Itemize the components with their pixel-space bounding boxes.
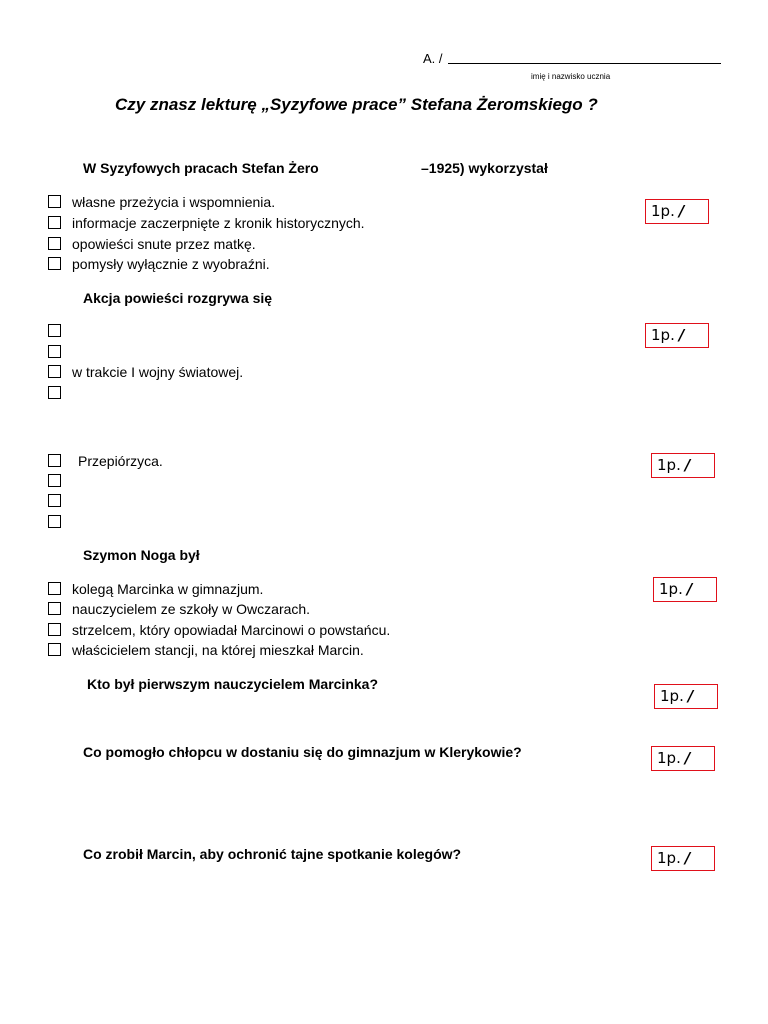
q2-checkbox-1[interactable]	[48, 324, 61, 337]
q7-score-label: 1p.	[657, 849, 681, 867]
q4-option-3: strzelcem, który opowiadał Marcinowi o powstańcu.	[72, 622, 391, 638]
q1-option-4: pomysły wyłącznie z wyobraźni.	[72, 256, 270, 272]
name-caption: imię i nazwisko ucznia	[531, 72, 611, 81]
q7-score-box[interactable]	[651, 846, 715, 871]
q3-option-1: Przepiórzyca.	[78, 453, 163, 469]
q1-score-label: 1p.	[651, 202, 675, 220]
q2-option-3: w trakcie I wojny światowej.	[72, 364, 244, 380]
q1-score-box[interactable]	[645, 199, 709, 224]
q1-option-2: informacje zaczerpnięte z kronik historycznych.	[72, 215, 365, 231]
q1-checkbox-1[interactable]	[48, 195, 61, 208]
header-prefix: A. /	[423, 51, 443, 66]
q2-score-slash: /	[678, 326, 685, 344]
q6-text: Co pomogło chłopcu w dostaniu się do gimnazjum w Klerykowie?	[83, 744, 522, 760]
q2-checkbox-4[interactable]	[48, 386, 61, 399]
q7-text: Co zrobił Marcin, aby ochronić tajne spotkanie kolegów?	[83, 846, 462, 862]
q5-score-box[interactable]	[654, 684, 718, 709]
q4-checkbox-1[interactable]	[48, 582, 61, 595]
q1-option-1: własne przeżycia i wspomnienia.	[72, 194, 276, 210]
q5-score-label: 1p.	[660, 687, 684, 705]
q1-text-a: W Syzyfowych pracach Stefan Żero	[83, 160, 319, 176]
q3-checkbox-3[interactable]	[48, 494, 61, 507]
q4-checkbox-2[interactable]	[48, 602, 61, 615]
q3-score-slash: /	[684, 456, 691, 474]
q3-checkbox-1[interactable]	[48, 454, 61, 467]
q1-text-b: –1925) wykorzystał	[421, 160, 548, 176]
q4-option-2: nauczycielem ze szkoły w Owczarach.	[72, 601, 311, 617]
q4-score-label: 1p.	[659, 580, 683, 598]
q2-checkbox-3[interactable]	[48, 365, 61, 378]
q3-checkbox-4[interactable]	[48, 515, 61, 528]
q3-score-box[interactable]	[651, 453, 715, 478]
q1-option-3: opowieści snute przez matkę.	[72, 236, 256, 252]
q4-option-4: właścicielem stancji, na której mieszkał Marcin.	[72, 642, 364, 658]
q6-score-box[interactable]	[651, 746, 715, 771]
q5-text: Kto był pierwszym nauczycielem Marcinka?	[87, 676, 378, 692]
q4-score-slash: /	[686, 580, 693, 598]
q1-checkbox-4[interactable]	[48, 257, 61, 270]
q3-checkbox-2[interactable]	[48, 474, 61, 487]
q4-score-box[interactable]	[653, 577, 717, 602]
q7-score-slash: /	[684, 849, 691, 867]
q4-checkbox-3[interactable]	[48, 623, 61, 636]
q4-option-1: kolegą Marcinka w gimnazjum.	[72, 581, 264, 597]
q4-checkbox-4[interactable]	[48, 643, 61, 656]
q4-text: Szymon Noga był	[83, 547, 200, 563]
q2-score-box[interactable]	[645, 323, 709, 348]
q6-score-slash: /	[684, 749, 691, 767]
q6-score-label: 1p.	[657, 749, 681, 767]
q2-text: Akcja powieści rozgrywa się	[83, 290, 273, 306]
q1-score-slash: /	[678, 202, 685, 220]
q5-score-slash: /	[687, 687, 694, 705]
q2-score-label: 1p.	[651, 326, 675, 344]
q1-checkbox-2[interactable]	[48, 216, 61, 229]
page-title: Czy znasz lekturę „Syzyfowe prace” Stefana Żeromskiego ?	[115, 95, 598, 114]
q1-checkbox-3[interactable]	[48, 237, 61, 250]
name-field-line[interactable]	[448, 63, 721, 64]
q3-score-label: 1p.	[657, 456, 681, 474]
q2-checkbox-2[interactable]	[48, 345, 61, 358]
